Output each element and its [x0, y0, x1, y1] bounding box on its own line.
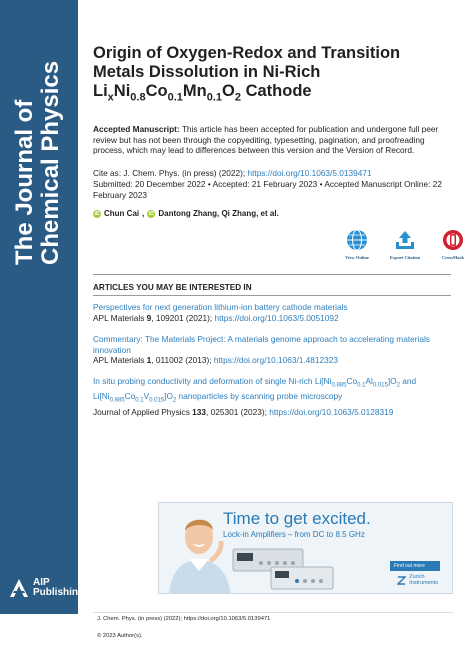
- journal-name-line1: The Journal of: [11, 99, 38, 265]
- export-citation-label: Export Citation: [389, 255, 421, 260]
- zurich-instruments-logo: [397, 574, 438, 586]
- title-line2: Metals Dissolution in Ni-Rich: [93, 63, 321, 81]
- lock-in-amplifier-image: [231, 547, 335, 591]
- related-article-ref: APL Materials 9, 109201 (2021); https://doi.org/10.1063/5.0051092: [93, 312, 339, 323]
- related-article-ref: APL Materials 1, 011002 (2013); https://doi.org/10.1063/1.4812323: [93, 355, 338, 366]
- article-title: [93, 44, 453, 107]
- article-tools: [340, 229, 470, 260]
- journal-name-line2: Chemical Physics: [37, 60, 64, 265]
- ad-subline: Lock-in Amplifiers – from DC to 8.5 GHz: [223, 530, 365, 539]
- manuscript-text: This article has been accepted for publication and undergone full peer review but has not been through the copyediting, typesetting, pagination, and proofreading process, which may lead to differences between this version and the Version of Record.: [93, 124, 439, 156]
- author-link[interactable]: Dantong Zhang, Qi Zhang, et al.: [158, 209, 279, 218]
- view-online-label: View Online: [345, 255, 369, 260]
- export-citation-button[interactable]: [388, 229, 422, 260]
- related-article-ref: Journal of Applied Physics 133, 025301 (2023); https://doi.org/10.1063/5.0128319: [93, 406, 394, 417]
- manuscript-label: Accepted Manuscript:: [93, 124, 180, 134]
- journal-sidebar: [0, 0, 85, 614]
- ad-headline: Time to get excited.: [223, 509, 371, 528]
- find-out-more-button[interactable]: Find out more: [390, 561, 440, 571]
- globe-icon: [346, 229, 368, 251]
- brand-line1: Zurich: [409, 574, 425, 580]
- brand-line2: Instruments: [409, 580, 438, 586]
- footer-citation: J. Chem. Phys. (in press) (2022); https://doi.org/10.1063/5.0139471: [97, 616, 271, 622]
- cite-prefix: Cite as: J. Chem. Phys. (in press) (2022);: [93, 168, 248, 178]
- orcid-icon[interactable]: iD: [148, 210, 154, 217]
- related-article-doi-link[interactable]: https://doi.org/10.1063/5.0051092: [214, 312, 339, 323]
- related-article: [93, 334, 453, 366]
- crossmark-icon: [442, 229, 464, 251]
- related-article-doi-link[interactable]: https://doi.org/10.1063/1.4812323: [213, 355, 338, 366]
- section-divider: [93, 295, 451, 296]
- orcid-icon[interactable]: iD: [94, 210, 100, 217]
- footer-divider: [93, 612, 453, 613]
- related-articles-heading: ARTICLES YOU MAY BE INTERESTED IN: [93, 283, 252, 292]
- cite-doi-link[interactable]: https://doi.org/10.1063/5.0139471: [247, 168, 372, 178]
- submission-dates: Submitted: 20 December 2022 • Accepted: 21 February 2023 • Accepted Manuscript Online: 22 February 2023: [93, 179, 442, 200]
- related-article-doi-link[interactable]: https://doi.org/10.1063/5.0128319: [269, 406, 394, 417]
- crossmark-button[interactable]: [436, 229, 470, 260]
- related-article: [93, 376, 453, 417]
- author-link[interactable]: Chun Cai: [104, 209, 140, 218]
- related-article-title[interactable]: Commentary: The Materials Project: A materials genome approach to accelerating materials innovation: [93, 334, 430, 355]
- accepted-manuscript-notice: [93, 124, 451, 156]
- related-article: [93, 302, 453, 323]
- authors: iD Chun Cai , iD Dantong Zhang, Qi Zhang, et al.: [94, 209, 279, 218]
- publisher-name: [33, 578, 84, 598]
- zurich-instruments-icon: [397, 576, 406, 585]
- view-online-button[interactable]: [340, 229, 374, 260]
- related-article-title[interactable]: Perspectives for next generation lithium-ion battery cathode materials: [93, 302, 348, 312]
- publisher-line2: Publishing: [33, 587, 85, 598]
- related-article-title[interactable]: In situ probing conductivity and deformation of single Ni-rich $Li[Ni_{0.885}Co_{0.1}Al_{0.015}]O_2$ and $Li[Ni_{0.885}Co_{0.1}V_{0.015}]O_2$ nanoparticles by scanning probe microscopy: [93, 376, 417, 404]
- publisher-logo[interactable]: [8, 577, 84, 599]
- export-icon: [394, 229, 416, 251]
- aip-logo-icon: [8, 577, 30, 599]
- title-line1: Origin of Oxygen-Redox and Transition: [93, 44, 401, 62]
- cite-as: [93, 168, 451, 179]
- crossmark-label: CrossMark: [442, 255, 464, 260]
- footer-copyright: © 2023 Author(s).: [97, 633, 143, 639]
- publisher-line1: AIP: [33, 577, 50, 588]
- advertisement-banner[interactable]: [158, 502, 453, 594]
- title-formula: $Li_xNi_{0.8}Co_{0.1}Mn_{0.1}O_2$ Cathode: [93, 82, 312, 104]
- section-divider: [93, 274, 451, 275]
